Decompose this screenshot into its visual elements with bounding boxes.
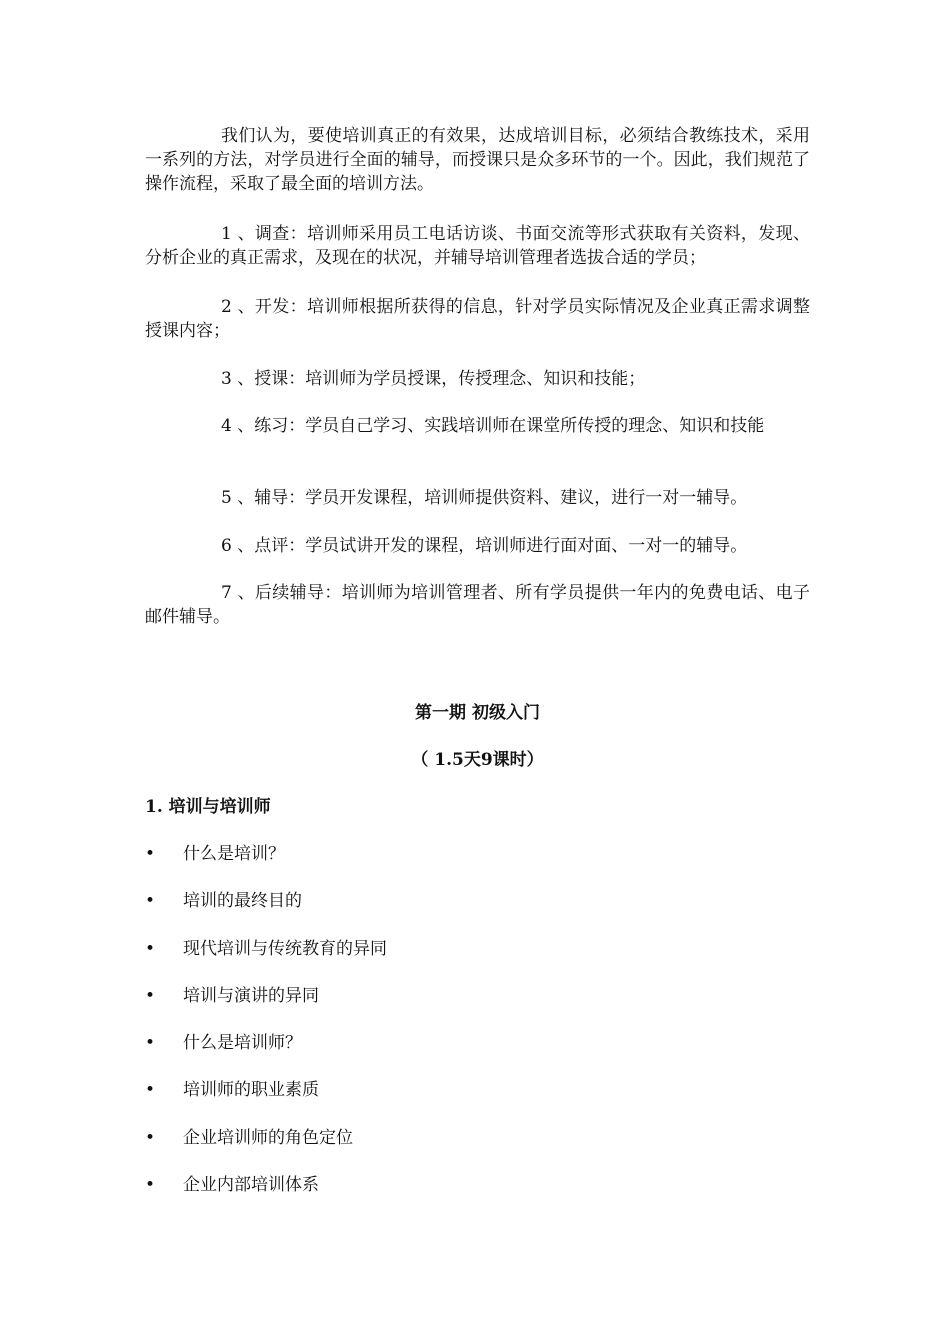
step-paragraph-review: 6 、点评：学员试讲开发的课程，培训师进行面对面、一对一的辅导。: [221, 536, 748, 556]
bullet-icon: •: [145, 1080, 156, 1100]
list-item: • 企业内部培训体系: [145, 1175, 319, 1195]
list-item: • 培训师的职业素质: [145, 1080, 319, 1100]
list-item: • 培训与演讲的异同: [145, 986, 319, 1006]
step-paragraph-coach: 5 、辅导：学员开发课程，培训师提供资料、建议，进行一对一辅导。: [221, 488, 748, 508]
list-item: • 什么是培训？: [145, 844, 285, 864]
bullet-icon: •: [145, 986, 156, 1006]
step-paragraph-develop: 2 、开发：培训师根据所获得的信息，针对学员实际情况及企业真正需求调整授课内容；: [145, 297, 810, 341]
list-item: • 什么是培训师？: [145, 1033, 302, 1053]
step-paragraph-survey: 1 、调查：培训师采用员工电话访谈、书面交流等形式获取有关资料，发现、分析企业的真正需求，及现在的状况，并辅导培训管理者选拔合适的学员；: [145, 224, 810, 268]
bullet-icon: •: [145, 1033, 156, 1053]
list-item: • 现代培训与传统教育的异同: [145, 939, 387, 959]
period-title: 第一期 初级入门: [415, 703, 540, 723]
bullet-icon: •: [145, 891, 156, 911]
step-paragraph-teach: 3 、授课：培训师为学员授课，传授理念、知识和技能；: [221, 369, 646, 389]
bullet-icon: •: [145, 939, 156, 959]
step-paragraph-practice: 4 、练习：学员自己学习、实践培训师在课堂所传授的理念、知识和技能: [221, 416, 765, 436]
bullet-icon: •: [145, 1175, 156, 1195]
step-paragraph-followup: 7 、后续辅导：培训师为培训管理者、所有学员提供一年内的免费电话、电子邮件辅导。: [145, 583, 810, 627]
list-item: • 企业培训师的角色定位: [145, 1128, 353, 1148]
bullet-icon: •: [145, 1128, 156, 1148]
intro-paragraph: 我们认为，要使培训真正的有效果，达成培训目标，必须结合教练技术，采用一系列的方法，对学员进行全面的辅导，而授课只是众多环节的一个。因此，我们规范了操作流程，采取了最全面的培训方法。: [145, 126, 810, 194]
period-subtitle: （ 1.5天9课时）: [411, 750, 544, 770]
bullet-icon: •: [145, 844, 156, 864]
list-item: • 培训的最终目的: [145, 891, 302, 911]
section-heading: 1. 培训与培训师: [145, 797, 271, 817]
